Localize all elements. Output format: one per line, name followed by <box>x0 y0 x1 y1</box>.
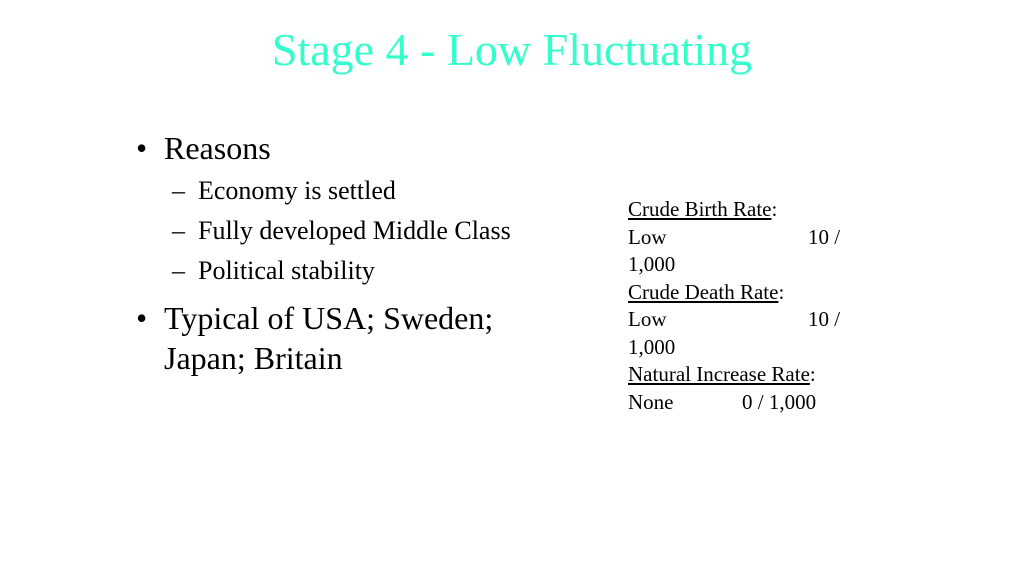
dash-mark: – <box>172 176 185 205</box>
death-rate-label <box>628 279 868 307</box>
birth-rate-row <box>628 224 868 252</box>
sub-item-economy-text: Economy is settled <box>198 176 396 205</box>
sub-item-economy <box>136 174 576 208</box>
natural-increase-value: 0 / 1,000 <box>742 389 817 414</box>
bullet-typical-line2: Japan; Britain <box>164 340 343 376</box>
label-colon: : <box>809 362 816 386</box>
death-rate-label-text: Crude Death Rate <box>628 279 779 304</box>
label-colon: : <box>771 197 778 221</box>
natural-increase-label-text: Natural Increase Rate <box>628 362 810 386</box>
sub-item-middle-class-text: Fully developed Middle Class <box>198 216 511 245</box>
sub-item-political-text: Political stability <box>198 256 375 285</box>
dash-mark: – <box>172 256 185 285</box>
birth-rate-value: 10 / <box>808 224 841 249</box>
death-rate-value: 10 / <box>808 307 841 331</box>
bullet-reasons <box>136 128 576 168</box>
rates-box <box>628 196 868 416</box>
death-rate-level: Low <box>628 307 667 331</box>
death-rate-row <box>628 306 868 334</box>
death-rate-value-cont: 1,000 <box>628 334 676 359</box>
reasons-list <box>136 128 576 382</box>
sub-item-middle-class <box>136 214 576 248</box>
bullet-reasons-text: Reasons <box>164 130 271 166</box>
natural-increase-label <box>628 361 868 389</box>
bullet-mark: • <box>136 130 148 166</box>
bullet-mark: • <box>136 300 148 336</box>
bullet-typical <box>136 298 576 378</box>
birth-rate-label <box>628 196 868 224</box>
birth-rate-label-text: Crude Birth Rate <box>628 197 772 221</box>
dash-mark: – <box>172 216 185 245</box>
label-colon: : <box>778 279 785 304</box>
slide-title: Stage 4 - Low Fluctuating <box>271 24 753 75</box>
bullet-typical-line1: Typical of USA; Sweden; <box>164 300 494 336</box>
birth-rate-level: Low <box>628 224 667 249</box>
sub-item-political <box>136 254 576 288</box>
natural-increase-level: None <box>628 389 674 414</box>
natural-increase-row <box>628 389 868 417</box>
birth-rate-value-cont: 1,000 <box>628 252 676 276</box>
